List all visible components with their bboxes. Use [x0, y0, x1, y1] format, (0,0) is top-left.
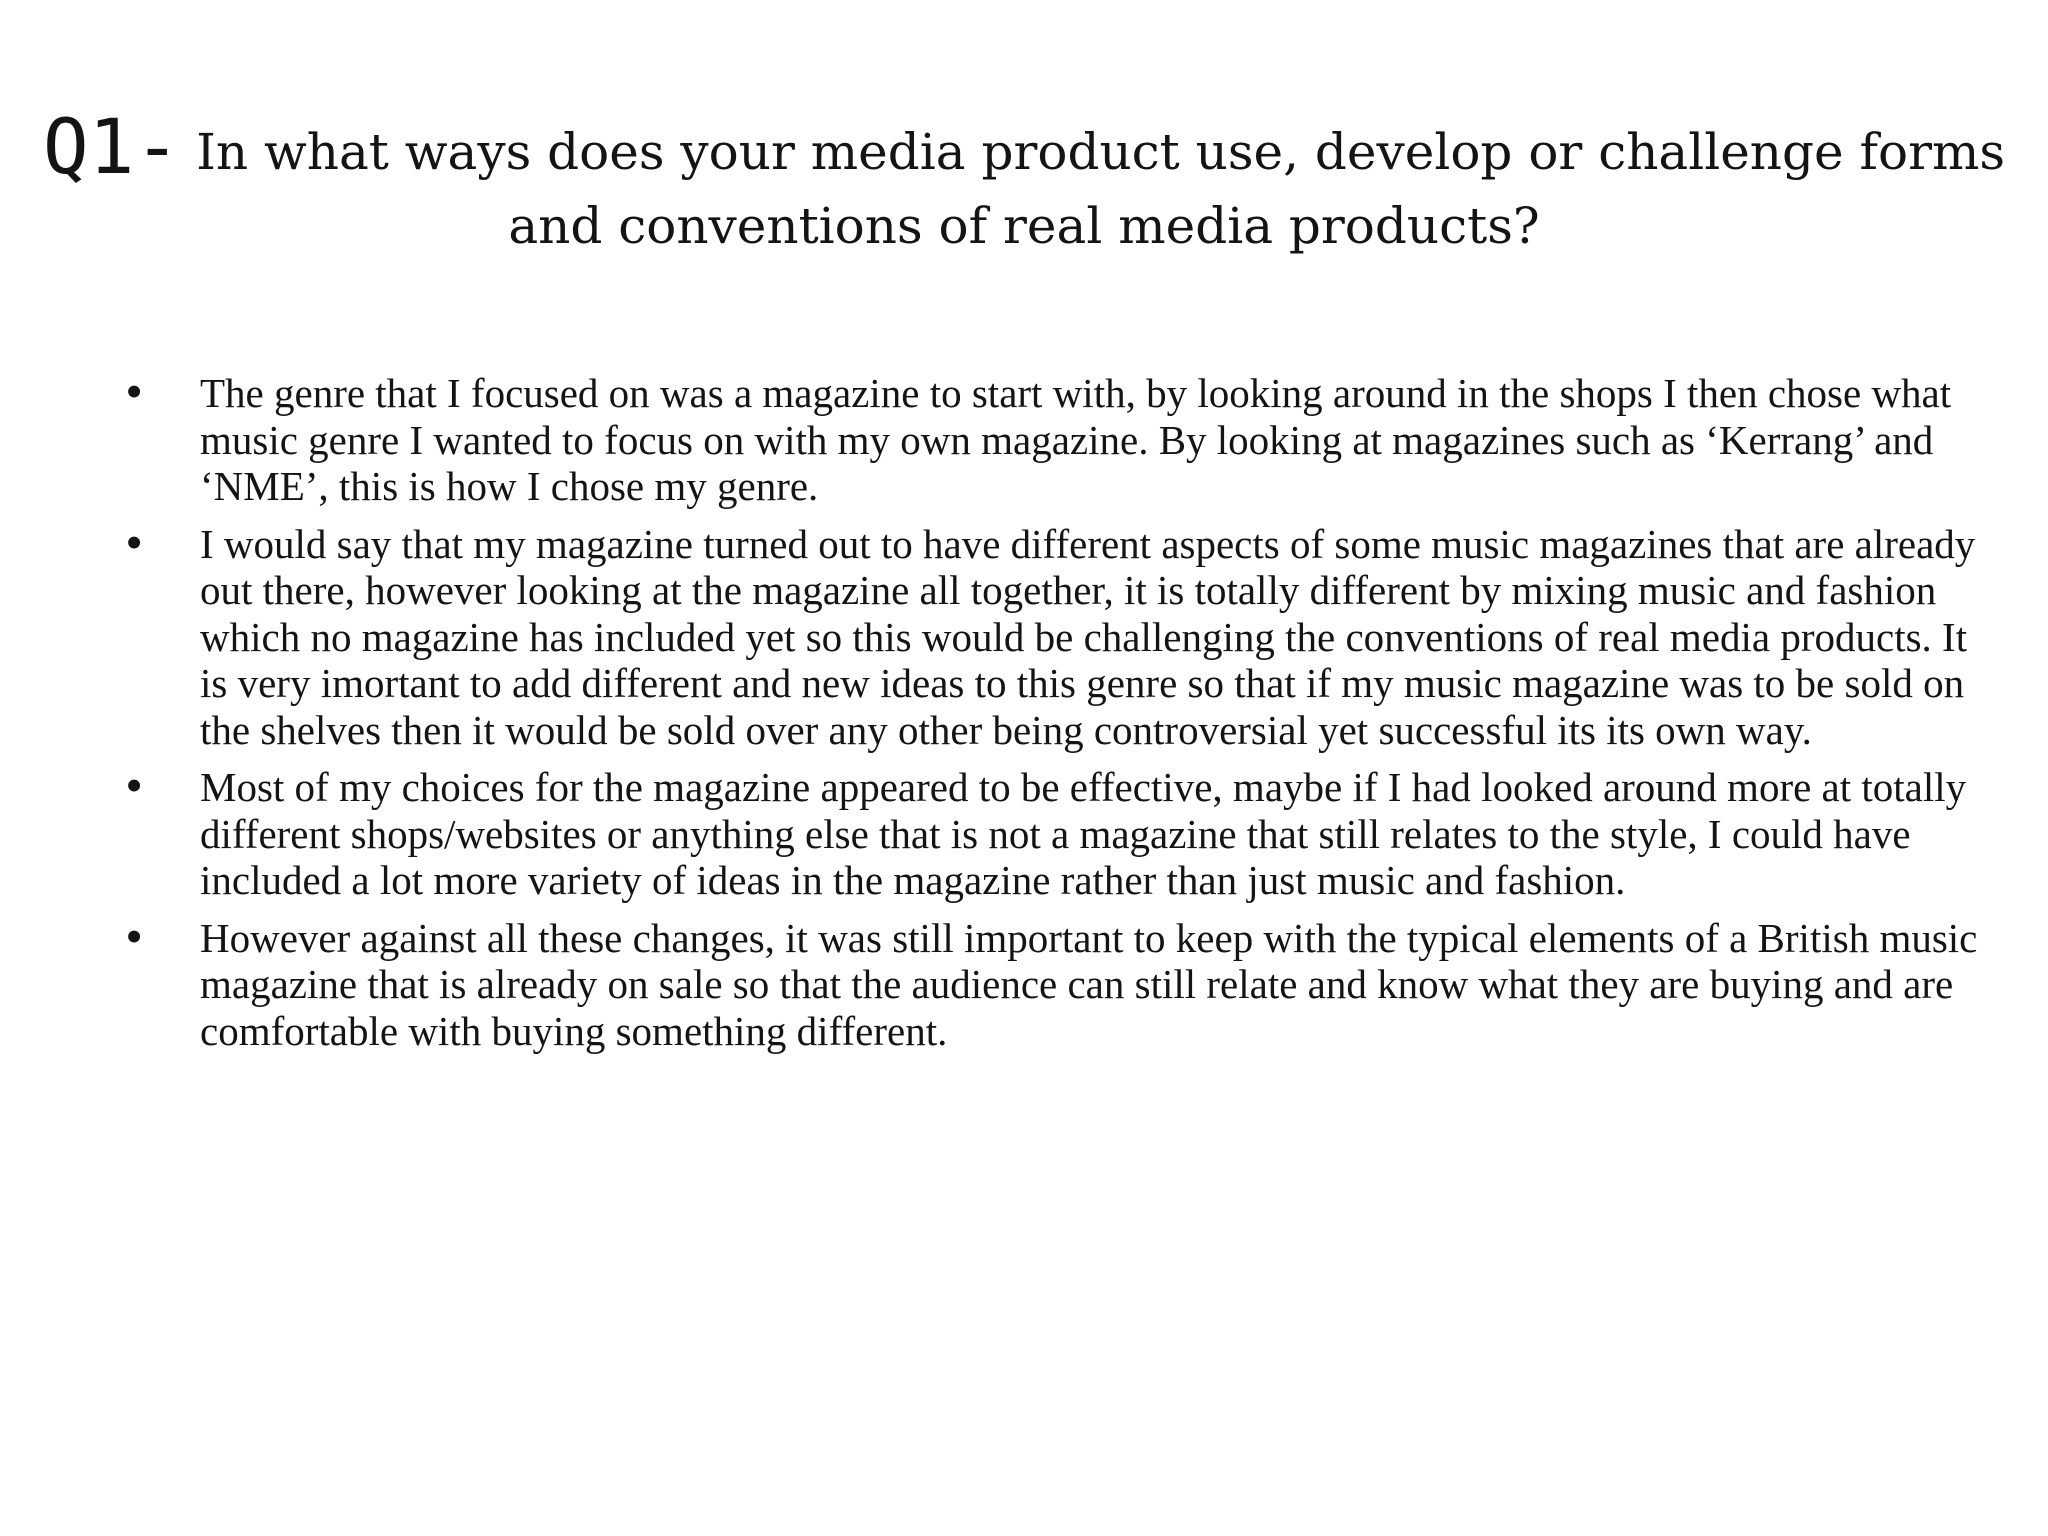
bullet-text: I would say that my magazine turned out to have different aspects of some music magazines that are already out there, however looking at the magazine all together, it is totally different by mixing music and fashion which no magazine has included yet so this would be challenging the conventions of real media products. It is very imortant to add different and new ideas to this genre so that if my music magazine was to be sold on the shelves then it would be sold over any other being controversial yet successful its its own way.	[200, 520, 1976, 753]
bullet-marker: •	[122, 519, 147, 568]
bullet-text: The genre that I focused on was a magazine to start with, by looking around in the shops I then chose what music genre I wanted to focus on with my own magazine. By looking at magazines such as ‘Kerrang’ and ‘NME’, this is how I chose my genre.	[200, 370, 1952, 509]
bullet-marker: •	[122, 763, 147, 811]
question-text: In what ways does your media product use, develop or challenge forms and conventions of real media products?	[196, 123, 2006, 255]
question-number: Q1-	[42, 102, 181, 191]
bullet-item	[122, 370, 1992, 510]
slide-title	[0, 102, 2048, 263]
bullet-text: Most of my choices for the magazine appeared to be effective, maybe if I had looked around more at totally different shops/websites or anything else that is not a magazine that still relates to the style, I could have included a lot more variety of ideas in the magazine rather than just music and fashion.	[200, 764, 1967, 903]
bullet-item	[122, 521, 1992, 754]
bullet-list	[122, 370, 1992, 1065]
bullet-item	[122, 764, 1992, 904]
bullet-marker: •	[122, 913, 147, 962]
bullet-item	[122, 915, 1992, 1055]
bullet-text: However against all these changes, it was still important to keep with the typical elements of a British music magazine that is already on sale so that the audience can still relate and know what they are buying and are comfortable with buying something different.	[200, 914, 1978, 1054]
bullet-marker: •	[122, 369, 147, 417]
